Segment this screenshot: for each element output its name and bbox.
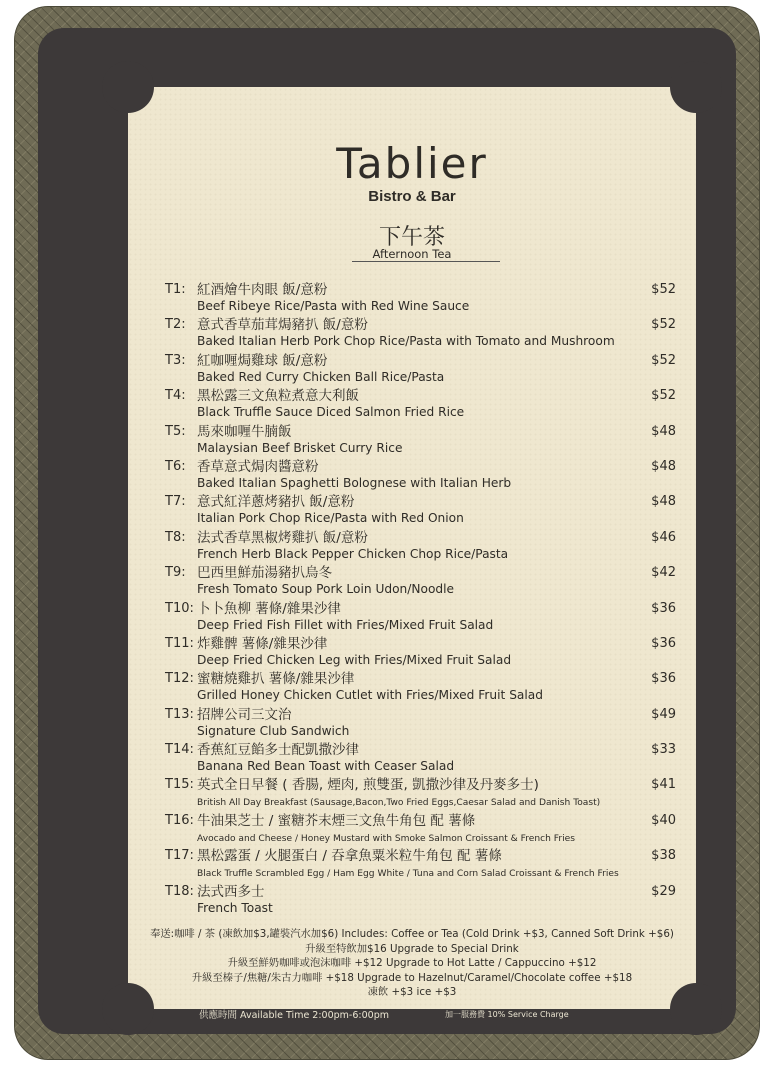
available-time: 供應時間 Available Time 2:00pm-6:00pm xyxy=(199,1010,389,1021)
menu-item xyxy=(164,317,676,352)
menu-item xyxy=(164,565,676,600)
item-name-zh: 黑松露三文魚粒煮意大利飯 xyxy=(197,388,359,405)
item-name-en: Deep Fried Chicken Leg with Fries/Mixed Fruit Salad xyxy=(197,652,512,667)
item-price: $48 xyxy=(651,494,676,510)
item-name-zh: 法式香草黑椒烤雞扒 飯/意粉 xyxy=(197,529,368,546)
menu-item xyxy=(164,600,676,636)
menu-item xyxy=(164,635,676,671)
item-code: T10: xyxy=(165,600,194,616)
item-name-zh: 卜卜魚柳 薯條/雜果沙律 xyxy=(197,600,341,617)
item-code: T14: xyxy=(165,742,194,758)
menu-item xyxy=(164,706,676,742)
item-name-en: Malaysian Beef Brisket Curry Rice xyxy=(197,440,403,455)
menu-item xyxy=(164,352,676,388)
item-price: $40 xyxy=(651,812,676,828)
item-name-en: Baked Italian Herb Pork Chop Rice/Pasta with Tomato and Mushroom xyxy=(197,334,615,349)
menu-paper xyxy=(128,87,696,1009)
item-code: T16: xyxy=(165,812,194,828)
item-code: T7: xyxy=(165,494,186,510)
menu-item xyxy=(164,812,676,848)
item-name-zh: 意式香草茄茸焗豬扒 飯/意粉 xyxy=(197,317,368,334)
menu-item xyxy=(164,883,676,919)
item-price: $41 xyxy=(651,777,676,793)
item-name-zh: 炸雞髀 薯條/雜果沙律 xyxy=(197,635,328,652)
item-price: $33 xyxy=(651,742,676,758)
item-code: T15: xyxy=(165,777,194,793)
drink-note: 升級至鮮奶咖啡或泡沫咖啡 +$12 Upgrade to Hot Latte / Cappuccino +$12 xyxy=(227,957,597,969)
section-subtitle: Afternoon Tea xyxy=(372,247,452,261)
item-code: T2: xyxy=(165,317,186,333)
item-code: T8: xyxy=(165,529,186,545)
item-name-en: French Toast xyxy=(197,900,273,915)
drink-note: 升級至榛子/焦糖/朱古力咖啡 +$18 Upgrade to Hazelnut/Caramel/Chocolate coffee +$18 xyxy=(191,971,633,984)
brand-name: Tablier xyxy=(336,139,488,188)
item-name-en: Avocado and Cheese / Honey Mustard with Smoke Salmon Croissant & French Fries xyxy=(197,833,575,844)
menu-item xyxy=(164,423,676,459)
corner-cutout xyxy=(102,61,154,113)
menu-item xyxy=(164,777,676,812)
item-name-en: Signature Club Sandwich xyxy=(197,723,350,738)
item-code: T12: xyxy=(165,671,194,687)
drink-note: 升級至特飲加$16 Upgrade to Special Drink xyxy=(305,942,519,955)
item-name-en: Italian Pork Chop Rice/Pasta with Red Onion xyxy=(197,511,464,526)
menu-item xyxy=(164,388,676,423)
item-code: T18: xyxy=(165,883,194,899)
menu-item xyxy=(164,458,676,494)
item-name-en: British All Day Breakfast (Sausage,Bacon,Two Fried Eggs,Caesar Salad and Danish Toast) xyxy=(197,798,601,809)
item-name-en: Black Truffle Sauce Diced Salmon Fried Rice xyxy=(197,405,465,420)
item-code: T9: xyxy=(165,565,186,581)
menu-item xyxy=(164,529,676,565)
item-name-zh: 紅酒燴牛肉眼 飯/意粉 xyxy=(197,282,328,298)
item-name-zh: 巴西里鮮茄湯豬扒烏冬 xyxy=(197,565,332,582)
section-underline xyxy=(352,261,500,262)
item-code: T17: xyxy=(165,848,194,864)
item-price: $46 xyxy=(651,529,676,545)
item-name-en: Baked Red Curry Chicken Ball Rice/Pasta xyxy=(197,369,445,384)
item-price: $38 xyxy=(651,848,676,864)
item-code: T5: xyxy=(165,423,186,439)
item-name-en: Baked Italian Spaghetti Bolognese with Italian Herb xyxy=(197,475,512,490)
item-name-en: French Herb Black Pepper Chicken Chop Rice/Pasta xyxy=(197,546,509,561)
menu-item xyxy=(164,848,676,883)
item-price: $29 xyxy=(651,883,676,899)
item-code: T4: xyxy=(165,388,186,404)
item-name-en: Grilled Honey Chicken Cutlet with Fries/Mixed Fruit Salad xyxy=(197,688,543,703)
item-name-en: Fresh Tomato Soup Pork Loin Udon/Noodle xyxy=(197,582,455,597)
drink-notes xyxy=(128,927,696,1000)
item-price: $48 xyxy=(651,458,676,474)
item-name-en: Banana Red Bean Toast with Ceaser Salad xyxy=(197,759,455,774)
item-price: $52 xyxy=(651,388,676,404)
menu-item xyxy=(164,282,676,317)
item-name-en: Black Truffle Scrambled Egg / Ham Egg White / Tuna and Corn Salad Croissant & French Fries xyxy=(197,869,619,880)
item-name-en: Beef Ribeye Rice/Pasta with Red Wine Sauce xyxy=(197,299,470,313)
item-name-zh: 蜜糖燒雞扒 薯條/雜果沙律 xyxy=(197,671,355,688)
item-name-zh: 紅咖喱焗雞球 飯/意粉 xyxy=(197,352,328,369)
item-name-zh: 黑松露蛋 / 火腿蛋白 / 吞拿魚粟米粒牛角包 配 薯條 xyxy=(197,848,502,865)
item-price: $52 xyxy=(651,352,676,368)
corner-cutout xyxy=(670,61,722,113)
item-price: $42 xyxy=(651,565,676,581)
item-code: T11: xyxy=(165,635,194,651)
item-name-zh: 法式西多士 xyxy=(197,883,265,900)
item-price: $49 xyxy=(651,706,676,722)
item-name-en: Deep Fried Fish Fillet with Fries/Mixed Fruit Salad xyxy=(197,617,494,632)
item-code: T1: xyxy=(165,282,186,297)
item-name-zh: 英式全日早餐 ( 香腸, 煙肉, 煎雙蛋, 凱撒沙律及丹麥多士) xyxy=(197,777,539,794)
item-price: $48 xyxy=(651,423,676,439)
item-price: $36 xyxy=(651,635,676,651)
item-code: T6: xyxy=(165,458,186,474)
item-price: $36 xyxy=(651,600,676,616)
item-code: T13: xyxy=(165,706,194,722)
item-price: $52 xyxy=(651,282,676,297)
item-price: $36 xyxy=(651,671,676,687)
item-name-zh: 牛油果芝士 / 蜜糖芥末煙三文魚牛角包 配 薯條 xyxy=(197,812,476,829)
item-price: $52 xyxy=(651,317,676,333)
drink-note: 奉送:咖啡 / 茶 (凍飲加$3,罐裝汽水加$6) Includes: Coffee or Tea (Cold Drink +$3, Canned Soft Drink +$6) xyxy=(150,928,674,940)
menu-item xyxy=(164,671,676,706)
item-name-zh: 馬來咖喱牛腩飯 xyxy=(197,423,292,440)
item-code: T3: xyxy=(165,352,186,368)
brand-subtitle: Bistro & Bar xyxy=(368,188,456,205)
drink-note: 凍飲 +$3 ice +$3 xyxy=(367,986,457,998)
item-name-zh: 香草意式焗肉醬意粉 xyxy=(197,458,319,475)
section-title: 下午茶 xyxy=(378,225,445,250)
service-charge: 加一服務費 10% Service Charge xyxy=(445,1010,569,1019)
item-name-zh: 香蕉紅豆餡多士配凱撒沙律 xyxy=(197,742,359,759)
item-name-zh: 意式紅洋蔥烤豬扒 飯/意粉 xyxy=(197,494,355,511)
item-name-zh: 招牌公司三文治 xyxy=(197,706,292,723)
menu-border xyxy=(14,6,760,1060)
menu-item-list xyxy=(164,282,676,919)
menu-panel xyxy=(38,28,736,1034)
menu-item xyxy=(164,742,676,777)
menu-item xyxy=(164,494,676,529)
